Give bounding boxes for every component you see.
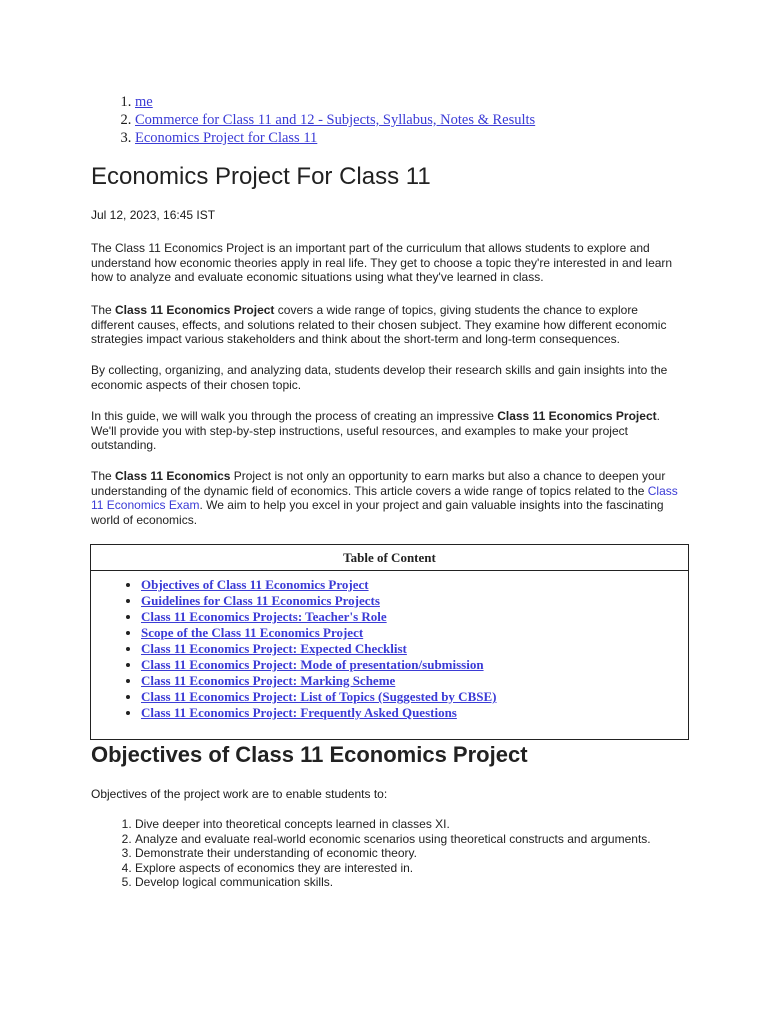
bold-text: Class 11 Economics Project <box>115 303 275 317</box>
text: The <box>91 469 116 483</box>
toc-item <box>141 657 688 673</box>
toc-item <box>141 641 688 657</box>
paragraph-research: By collecting, organizing, and analyzing data, students develop their research skills and gain insights into the economic aspects of their chosen topic. <box>91 363 668 392</box>
paragraph-guide <box>91 409 681 453</box>
bold-text: Class 11 Economics <box>115 469 231 483</box>
toc-item <box>141 609 688 625</box>
toc-link-marking-scheme[interactable]: Class 11 Economics Project: Marking Scheme <box>141 673 396 688</box>
breadcrumb-item <box>135 111 535 129</box>
table-of-content <box>90 544 689 740</box>
text: The <box>91 303 116 317</box>
toc-link-presentation[interactable]: Class 11 Economics Project: Mode of presentation/submission <box>141 657 484 672</box>
text: covers a wide range of topics, giving students the chance to explore different causes, effects, and solutions related to their chosen subject. They examine how different economic strategies impact various stakeholders and think about the short-term and long-term consequences. <box>91 303 667 347</box>
breadcrumb-link-commerce[interactable]: Commerce for Class 11 and 12 - Subjects, Syllabus, Notes & Results <box>135 112 536 128</box>
text: In this guide, we will walk you through the process of creating an impressive <box>91 409 498 423</box>
toc-link-guidelines[interactable]: Guidelines for Class 11 Economics Projects <box>141 593 380 608</box>
bold-text: Class 11 Economics Project <box>497 409 657 423</box>
text: Project is not only an opportunity to earn marks but also a chance to deepen your understanding of the dynamic field of economics. This article covers a wide range of topics related to the <box>91 469 666 498</box>
toc-item <box>141 577 688 593</box>
toc-item <box>141 689 688 705</box>
breadcrumb <box>94 93 535 147</box>
breadcrumb-link-home[interactable]: me <box>135 94 153 110</box>
page-title: Economics Project For Class 11 <box>91 163 431 190</box>
toc-link-teacher-role[interactable]: Class 11 Economics Projects: Teacher's Role <box>141 609 387 624</box>
paragraph-opportunity <box>91 469 681 527</box>
toc-link-scope[interactable]: Scope of the Class 11 Economics Project <box>141 625 364 640</box>
list-item: 3. Demonstrate their understanding of economic theory. <box>135 846 651 861</box>
toc-link-checklist[interactable]: Class 11 Economics Project: Expected Checklist <box>141 641 407 656</box>
exam-link[interactable]: Class 11 Economics Exam <box>91 483 678 513</box>
breadcrumb-item <box>135 93 535 111</box>
list-item: 4. Explore aspects of economics they are interested in. <box>135 861 651 876</box>
toc-item <box>141 673 688 689</box>
toc-heading: Table of Content <box>91 545 688 571</box>
text: . We aim to help you excel in your project and gain valuable insights into the fascinating world of economics. <box>91 498 664 527</box>
toc-list <box>91 577 688 721</box>
text: . We'll provide you with step-by-step instructions, useful resources, and examples to make your project outstanding. <box>91 409 660 453</box>
breadcrumb-item <box>135 129 535 147</box>
objectives-intro: Objectives of the project work are to enable students to: <box>91 787 388 801</box>
breadcrumb-link-current[interactable]: Economics Project for Class 11 <box>135 130 318 146</box>
objectives-list <box>91 817 651 890</box>
paragraph-scope <box>91 303 681 347</box>
toc-item <box>141 593 688 609</box>
toc-item <box>141 705 688 721</box>
list-item: 5. Develop logical communication skills. <box>135 875 651 890</box>
list-item: 1. Dive deeper into theoretical concepts learned in classes XI. <box>135 817 651 832</box>
list-item: 2. Analyze and evaluate real-world economic scenarios using theoretical constructs and arguments. <box>135 832 651 847</box>
toc-link-faq[interactable]: Class 11 Economics Project: Frequently Asked Questions <box>141 705 457 720</box>
toc-item <box>141 625 688 641</box>
section-heading-objectives: Objectives of Class 11 Economics Project <box>91 742 528 767</box>
paragraph-intro: The Class 11 Economics Project is an important part of the curriculum that allows students to explore and understand how economic theories apply in real life. They get to choose a topic they're interested in and learn how to analyze and evaluate economic situations using what they've learned in class. <box>91 241 673 285</box>
publish-date: Jul 12, 2023, 16:45 IST <box>91 208 216 222</box>
toc-link-objectives[interactable]: Objectives of Class 11 Economics Project <box>141 577 369 592</box>
toc-link-topics[interactable]: Class 11 Economics Project: List of Topics (Suggested by CBSE) <box>141 689 497 704</box>
